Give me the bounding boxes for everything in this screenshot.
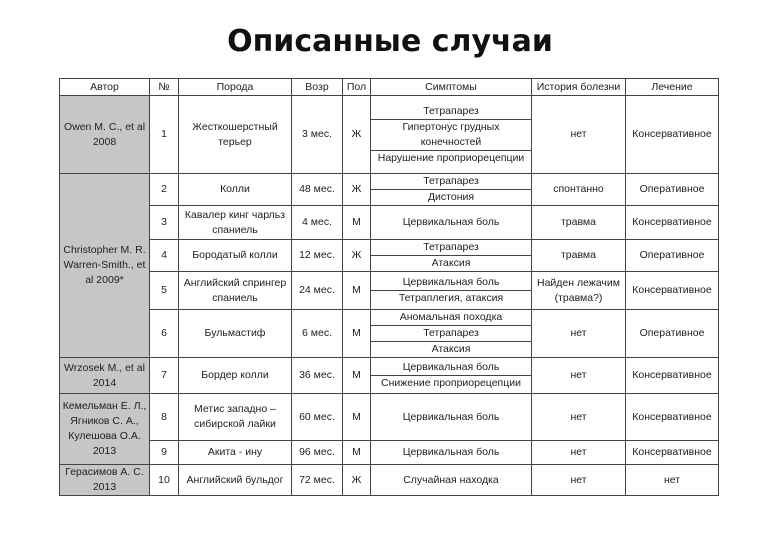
history-cell: нет	[532, 358, 626, 394]
cases-table	[59, 78, 719, 496]
treatment-cell: Консервативное	[626, 358, 719, 394]
age-cell: 3 мес.	[292, 96, 343, 174]
header-number: №	[150, 79, 179, 96]
sex-cell: М	[343, 394, 371, 441]
history-cell: нет	[532, 465, 626, 496]
age-cell: 48 мес.	[292, 174, 343, 206]
header-treatment: Лечение	[626, 79, 719, 96]
age-cell: 96 мес.	[292, 441, 343, 465]
age-cell: 24 мес.	[292, 272, 343, 310]
case-number: 6	[150, 310, 179, 358]
treatment-cell: Консервативное	[626, 272, 719, 310]
sex-cell: М	[343, 272, 371, 310]
age-cell: 12 мес.	[292, 240, 343, 272]
symptom: Атаксия	[371, 341, 531, 357]
treatment-cell: Консервативное	[626, 394, 719, 441]
breed-cell: Английский спрингер спаниель	[179, 272, 292, 310]
treatment-cell: Консервативное	[626, 96, 719, 174]
symptoms-cell	[371, 96, 532, 174]
author-cell: Кемельман Е. Л., Ягников С. А., Кулешова О.А. 2013	[60, 394, 150, 465]
treatment-cell: Консервативное	[626, 441, 719, 465]
symptom: Случайная находка	[403, 473, 499, 486]
history-cell: нет	[532, 441, 626, 465]
page-title: Описанные случаи	[227, 24, 553, 59]
breed-cell: Английский бульдог	[179, 465, 292, 496]
age-cell: 36 мес.	[292, 358, 343, 394]
table-row	[60, 206, 719, 240]
header-row	[60, 79, 719, 96]
table-row	[60, 240, 719, 272]
treatment-cell: Оперативное	[626, 310, 719, 358]
header-history: История болезни	[532, 79, 626, 96]
symptom: Атаксия	[371, 255, 531, 271]
symptom: Нарушение проприорецепции	[371, 150, 531, 166]
header-symptoms: Симптомы	[371, 79, 532, 96]
symptoms-cell	[371, 272, 532, 310]
breed-cell: Акита - ину	[179, 441, 292, 465]
history-cell: Найден лежачим (травма?)	[532, 272, 626, 310]
treatment-cell: Консервативное	[626, 206, 719, 240]
symptom: Тетраплегия, атаксия	[371, 290, 531, 306]
case-number: 1	[150, 96, 179, 174]
history-cell: травма	[532, 240, 626, 272]
header-breed: Порода	[179, 79, 292, 96]
treatment-cell: Оперативное	[626, 240, 719, 272]
sex-cell: Ж	[343, 240, 371, 272]
breed-cell: Кавалер кинг чарльз спаниель	[179, 206, 292, 240]
table-row	[60, 358, 719, 394]
case-number: 7	[150, 358, 179, 394]
symptom: Тетрапарез	[423, 241, 479, 253]
treatment-cell: нет	[626, 465, 719, 496]
symptom: Снижение проприорецепции	[371, 375, 531, 391]
header-author: Автор	[60, 79, 150, 96]
author-cell: Герасимов А. С. 2013	[60, 465, 150, 496]
table-row	[60, 272, 719, 310]
case-number: 5	[150, 272, 179, 310]
table-row	[60, 441, 719, 465]
table-row	[60, 96, 719, 174]
history-cell: нет	[532, 394, 626, 441]
header-sex: Пол	[343, 79, 371, 96]
symptom: Гипертонус грудных конечностей	[371, 119, 531, 150]
sex-cell: М	[343, 310, 371, 358]
symptom: Тетрапарез	[423, 175, 479, 187]
breed-cell: Бородатый колли	[179, 240, 292, 272]
author-cell: Wrzosek M., et al 2014	[60, 358, 150, 394]
history-cell: нет	[532, 96, 626, 174]
symptom: Дистония	[371, 189, 531, 205]
symptom: Аномальная походка	[399, 311, 503, 323]
symptoms-cell	[371, 240, 532, 272]
history-cell: травма	[532, 206, 626, 240]
symptoms-cell	[371, 394, 532, 441]
symptoms-cell	[371, 465, 532, 496]
breed-cell: Бульмастиф	[179, 310, 292, 358]
symptoms-cell	[371, 310, 532, 358]
age-cell: 4 мес.	[292, 206, 343, 240]
table-row	[60, 394, 719, 441]
age-cell: 72 мес.	[292, 465, 343, 496]
table-row	[60, 465, 719, 496]
history-cell: нет	[532, 310, 626, 358]
breed-cell: Метис западно – сибирской лайки	[179, 394, 292, 441]
symptom: Цервикальная боль	[402, 410, 500, 423]
case-number: 10	[150, 465, 179, 496]
sex-cell: М	[343, 358, 371, 394]
breed-cell: Колли	[179, 174, 292, 206]
header-age: Возр	[292, 79, 343, 96]
case-number: 8	[150, 394, 179, 441]
author-cell: Christopher M. R. Warren-Smith., et al 2009*	[60, 174, 150, 358]
author-cell: Owen M. C., et al 2008	[60, 96, 150, 174]
case-number: 9	[150, 441, 179, 465]
sex-cell: Ж	[343, 96, 371, 174]
history-cell: спонтанно	[532, 174, 626, 206]
case-number: 4	[150, 240, 179, 272]
symptoms-cell	[371, 174, 532, 206]
symptom: Тетрапарез	[371, 325, 531, 341]
breed-cell: Жесткошерстный терьер	[179, 96, 292, 174]
symptoms-cell	[371, 358, 532, 394]
symptom: Тетрапарез	[423, 104, 479, 117]
sex-cell: М	[343, 441, 371, 465]
sex-cell: М	[343, 206, 371, 240]
symptom: Цервикальная боль	[402, 361, 500, 373]
age-cell: 60 мес.	[292, 394, 343, 441]
treatment-cell: Оперативное	[626, 174, 719, 206]
symptom: Цервикальная боль	[402, 446, 500, 458]
sex-cell: Ж	[343, 465, 371, 496]
age-cell: 6 мес.	[292, 310, 343, 358]
table-row	[60, 174, 719, 206]
symptom: Цервикальная боль	[402, 276, 500, 288]
case-number: 2	[150, 174, 179, 206]
symptom: Цервикальная боль	[402, 216, 500, 228]
breed-cell: Бордер колли	[179, 358, 292, 394]
case-number: 3	[150, 206, 179, 240]
symptoms-cell	[371, 206, 532, 240]
table-row	[60, 310, 719, 358]
symptoms-cell	[371, 441, 532, 465]
sex-cell: Ж	[343, 174, 371, 206]
